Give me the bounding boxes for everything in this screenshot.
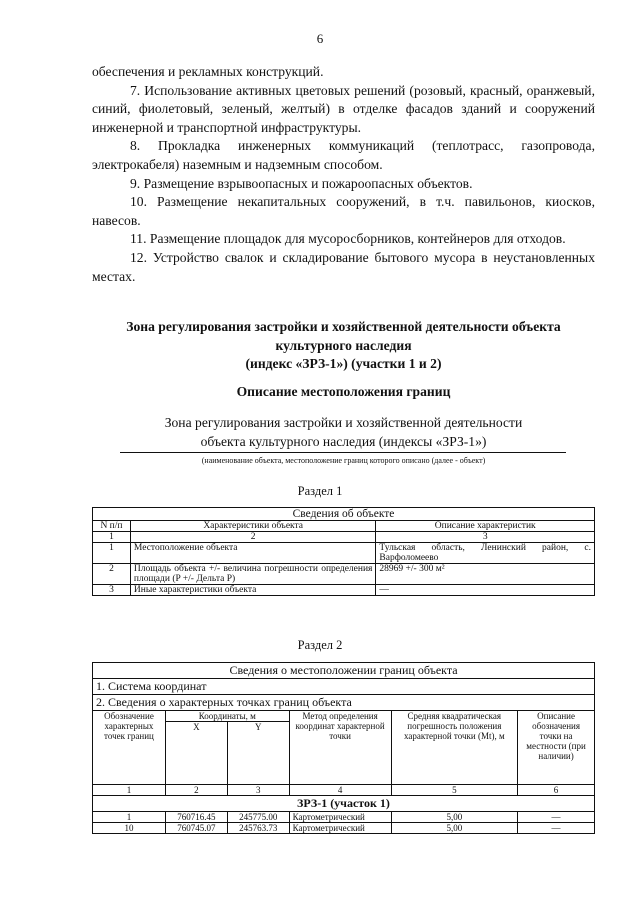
zone-heading-line: культурного наследия bbox=[275, 337, 412, 353]
table-header: Описание обозначения точки на местности (при наличии) bbox=[518, 711, 595, 785]
table-cell: 3 bbox=[93, 585, 131, 596]
paragraph: 9. Размещение взрывоопасных и пожароопасных объектов. bbox=[130, 175, 473, 191]
borders-heading: Описание местоположения границ bbox=[236, 384, 451, 399]
table-cell: 245763.73 bbox=[227, 823, 289, 834]
column-number: 5 bbox=[391, 785, 518, 796]
object-caption: (наименование объекта, местоположение границ которого описано (далее - объект) bbox=[201, 456, 486, 465]
table-header: Обозначение характерных точек границ bbox=[93, 711, 166, 785]
object-name-underline bbox=[120, 452, 566, 453]
column-number: 3 bbox=[376, 532, 595, 543]
body-text bbox=[92, 63, 595, 286]
table-title: Сведения об объекте bbox=[93, 508, 595, 521]
table-cell: Местоположение объекта bbox=[130, 543, 376, 564]
table-subtitle: 2. Сведения о характерных точках границ объекта bbox=[93, 695, 595, 711]
table-cell: Площадь объекта +/- величина погрешности определения площади (P +/- Дельта P) bbox=[130, 564, 376, 585]
table-cell: — bbox=[518, 823, 595, 834]
table-cell: 2 bbox=[93, 564, 131, 585]
table-row bbox=[93, 585, 595, 596]
table-cell: 245775.00 bbox=[227, 812, 289, 823]
table-row bbox=[93, 823, 595, 834]
table-cell: Иные характеристики объекта bbox=[130, 585, 376, 596]
column-number: 2 bbox=[165, 785, 227, 796]
table-row bbox=[93, 543, 595, 564]
table-header: Метод определения координат характерной точки bbox=[289, 711, 391, 785]
table-cell: 28969 +/- 300 м² bbox=[376, 564, 595, 585]
table-header: Описание характеристик bbox=[376, 521, 595, 532]
column-number: 4 bbox=[289, 785, 391, 796]
table-title: Сведения о местоположении границ объекта bbox=[93, 663, 595, 679]
object-name bbox=[92, 414, 595, 452]
table-cell: Картометрический bbox=[289, 823, 391, 834]
section1-label: Раздел 1 bbox=[297, 484, 343, 498]
paragraph: обеспечения и рекламных конструкций. bbox=[92, 64, 324, 79]
table-cell: — bbox=[376, 585, 595, 596]
table-cell: 1 bbox=[93, 812, 166, 823]
column-number: 1 bbox=[93, 532, 131, 543]
table-header: Характеристики объекта bbox=[130, 521, 376, 532]
paragraph: 8. Прокладка инженерных коммуникаций (теплотрасс, газопровода, электрокабеля) наземным и надземным способом. bbox=[92, 138, 595, 172]
table-row bbox=[93, 564, 595, 585]
section2-label: Раздел 2 bbox=[297, 638, 343, 652]
table-cell: 760745.07 bbox=[165, 823, 227, 834]
table-cell: 5,00 bbox=[391, 812, 518, 823]
object-name-line: Зона регулирования застройки и хозяйственной деятельности bbox=[164, 415, 523, 430]
table-subtitle: 1. Система координат bbox=[93, 679, 595, 695]
table-header: N п/п bbox=[93, 521, 131, 532]
zone-heading bbox=[92, 318, 595, 374]
table-cell: 1 bbox=[93, 543, 131, 564]
paragraph: 11. Размещение площадок для мусоросборников, контейнеров для отходов. bbox=[130, 231, 566, 247]
object-name-line: объекта культурного наследия (индексы «ЗРЗ-1») bbox=[200, 433, 487, 449]
part-label: ЗРЗ-1 (участок 1) bbox=[93, 796, 595, 812]
table-cell: — bbox=[518, 812, 595, 823]
table-header: X bbox=[165, 722, 227, 785]
column-number: 1 bbox=[93, 785, 166, 796]
boundary-points-table bbox=[92, 662, 595, 834]
page-number: 6 bbox=[316, 31, 324, 46]
zone-heading-line: (индекс «ЗРЗ-1») (участки 1 и 2) bbox=[245, 356, 442, 371]
paragraph: 12. Устройство свалок и складирование бытового мусора в неустановленных местах. bbox=[92, 249, 595, 284]
paragraph: 10. Размещение некапитальных сооружений, в т.ч. павильонов, киосков, навесов. bbox=[92, 194, 595, 228]
table-cell: Картометрический bbox=[289, 812, 391, 823]
table-row bbox=[93, 812, 595, 823]
table-header: Средняя квадратическая погрешность положения характерной точки (Mt), м bbox=[391, 711, 518, 785]
table-cell: 760716.45 bbox=[165, 812, 227, 823]
zone-heading-line: Зона регулирования застройки и хозяйственной деятельности объекта bbox=[126, 319, 561, 334]
column-number: 2 bbox=[130, 532, 376, 543]
table-cell: 5,00 bbox=[391, 823, 518, 834]
table-header: Координаты, м bbox=[165, 711, 289, 722]
object-info-table bbox=[92, 507, 595, 596]
column-number: 6 bbox=[518, 785, 595, 796]
table-cell: Тульская область, Ленинский район, с. Варфоломеево bbox=[376, 543, 595, 564]
table-header: Y bbox=[227, 722, 289, 785]
table-cell: 10 bbox=[93, 823, 166, 834]
paragraph: 7. Использование активных цветовых решений (розовый, красный, оранжевый, синий, фиолетовый, зеленый, желтый) в отделке фасадов зданий и сооружений инженерной и транспортной инфраструктуры. bbox=[92, 82, 595, 135]
column-number: 3 bbox=[227, 785, 289, 796]
